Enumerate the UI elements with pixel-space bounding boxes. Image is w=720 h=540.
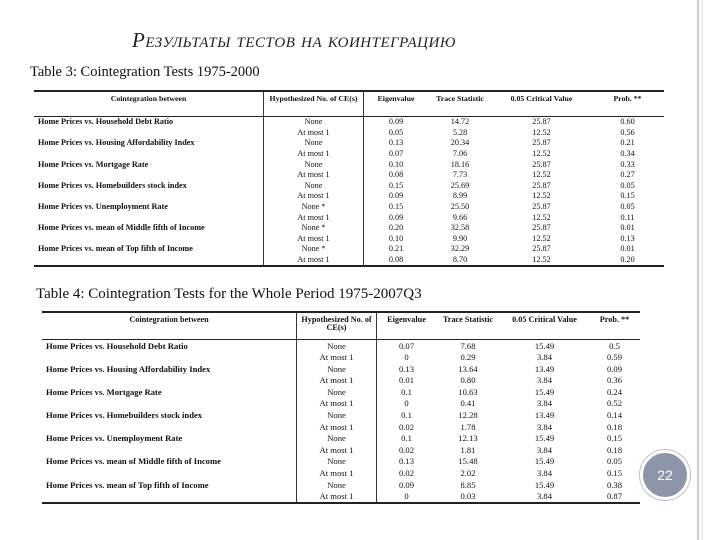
cell-cointegration [34, 234, 264, 245]
cell-hypothesized: None [297, 479, 377, 491]
cell-cointegration [34, 212, 264, 223]
cell-critical-value: 12.52 [532, 254, 551, 264]
cell-cointegration: Home Prices vs. Homebuilders stock index [38, 180, 187, 190]
cell-critical-value: 12.52 [532, 170, 551, 180]
cell-hypothesized: None [297, 386, 377, 398]
cell-prob: 0.14 [606, 410, 623, 421]
cell-eigenvalue: 0.13 [398, 456, 415, 467]
cell-hypothesized: At most 1 [297, 444, 377, 456]
table-row [34, 128, 664, 139]
table-row [42, 444, 640, 456]
cell-trace-statistic: 1.81 [460, 444, 476, 455]
cell-prob: 0.01 [620, 223, 635, 233]
cell-prob: 0.11 [620, 212, 635, 222]
table-header-row [42, 312, 640, 340]
cell-hypothesized: At most 1 [297, 421, 377, 433]
cell-cointegration [42, 468, 297, 480]
cell-hypothesized: At most 1 [264, 191, 364, 202]
cell-hypothesized: At most 1 [264, 212, 364, 223]
cell-prob: 0.27 [620, 170, 635, 180]
cell-critical-value: 13.49 [534, 410, 555, 421]
cell-eigenvalue: 0 [404, 398, 409, 409]
cell-trace-statistic: 8.85 [460, 479, 476, 490]
cell-eigenvalue: 0.09 [388, 212, 404, 222]
cell-eigenvalue: 0 [404, 352, 409, 363]
cell-trace-statistic: 8.99 [452, 191, 468, 201]
cell-prob: 0.15 [606, 468, 623, 479]
cell-trace-statistic: 12.13 [458, 433, 478, 444]
table-row [42, 491, 640, 504]
page-number-badge: 22 [640, 450, 690, 500]
col-header-trace-statistic: Trace Statistic [436, 312, 500, 340]
cell-trace-statistic: 25.69 [450, 180, 470, 190]
cell-hypothesized: None [264, 181, 364, 192]
cell-eigenvalue: 0.10 [388, 159, 404, 169]
cell-cointegration: Home Prices vs. Unemployment Rate [38, 201, 168, 211]
table-row [42, 468, 640, 480]
slide-title: Результаты тестов на коинтеграцию [132, 28, 456, 52]
cell-prob: 0.21 [620, 138, 635, 148]
cell-trace-statistic: 9.66 [452, 212, 468, 222]
cell-cointegration [34, 128, 264, 139]
cell-hypothesized: None [264, 117, 364, 128]
col-header-critical-value: 0.05 Critical Value [500, 312, 589, 340]
cell-critical-value: 15.49 [534, 340, 555, 351]
cell-critical-value: 12.52 [532, 233, 551, 243]
col-header-cointegration: Cointegration between [42, 312, 297, 340]
cell-trace-statistic: 15.48 [458, 456, 478, 467]
cell-prob: 0.60 [620, 117, 635, 127]
cell-trace-statistic: 25.50 [450, 201, 470, 211]
cell-hypothesized: None [297, 433, 377, 445]
col-header-eigenvalue: Eigenvalue [364, 91, 429, 117]
cell-critical-value: 3.84 [536, 352, 553, 363]
cell-critical-value: 3.84 [536, 398, 553, 409]
cell-cointegration [34, 149, 264, 160]
cell-trace-statistic: 18.16 [450, 159, 470, 169]
table-row [34, 202, 664, 213]
col-header-prob: Prob. ** [589, 312, 640, 340]
cell-prob: 0.13 [620, 233, 635, 243]
cell-hypothesized: None [264, 138, 364, 149]
cell-prob: 0.34 [620, 148, 635, 158]
cell-cointegration: Home Prices vs. Mortgage Rate [46, 386, 162, 397]
cell-cointegration [42, 491, 297, 504]
cell-eigenvalue: 0.21 [388, 244, 404, 254]
table-row [34, 181, 664, 192]
cell-cointegration [34, 191, 264, 202]
cell-hypothesized: At most 1 [297, 352, 377, 364]
cell-critical-value: 25.87 [532, 138, 551, 148]
cell-cointegration [42, 444, 297, 456]
table-row [42, 456, 640, 468]
cell-eigenvalue: 0.09 [388, 191, 404, 201]
cell-critical-value: 15.49 [534, 456, 555, 467]
cell-prob: 0.15 [620, 191, 635, 201]
table-row [42, 340, 640, 352]
cell-cointegration: Home Prices vs. mean of Top fifth of Income [38, 244, 193, 254]
cell-hypothesized: At most 1 [297, 375, 377, 387]
cell-trace-statistic: 2.02 [460, 468, 476, 479]
cell-trace-statistic: 0.03 [460, 491, 476, 502]
col-header-cointegration: Cointegration between [34, 91, 264, 117]
cell-cointegration: Home Prices vs. Mortgage Rate [38, 159, 149, 169]
table-row [34, 149, 664, 160]
cell-cointegration: Home Prices vs. Housing Affordability Index [38, 138, 195, 148]
cell-eigenvalue: 0.15 [388, 201, 404, 211]
cell-prob: 0.01 [620, 244, 635, 254]
col-header-prob: Prob. ** [591, 91, 664, 117]
cell-hypothesized: None * [264, 202, 364, 213]
cell-prob: 0.59 [606, 352, 623, 363]
cell-critical-value: 25.87 [532, 159, 551, 169]
cell-critical-value: 3.84 [536, 375, 553, 386]
table-row [42, 352, 640, 364]
cell-critical-value: 3.84 [536, 444, 553, 455]
table-row [34, 212, 664, 223]
cell-hypothesized: None [297, 363, 377, 375]
cell-cointegration [42, 375, 297, 387]
cell-trace-statistic: 0.41 [460, 398, 476, 409]
cell-critical-value: 25.87 [532, 117, 551, 127]
cell-critical-value: 25.87 [532, 244, 551, 254]
cell-trace-statistic: 0.80 [460, 375, 476, 386]
table-row [42, 375, 640, 387]
table-header-row [34, 91, 664, 117]
cell-cointegration: Home Prices vs. Housing Affordability Index [46, 363, 211, 374]
cell-eigenvalue: 0.07 [398, 340, 415, 351]
table-row [34, 191, 664, 202]
table-row [42, 398, 640, 410]
cell-prob: 0.24 [606, 386, 623, 397]
cell-eigenvalue: 0.09 [398, 479, 415, 490]
cell-prob: 0.33 [620, 159, 635, 169]
cell-trace-statistic: 1.78 [460, 421, 476, 432]
cell-trace-statistic: 8.70 [452, 254, 468, 264]
cell-prob: 0.15 [606, 433, 623, 444]
cell-prob: 0.05 [620, 201, 635, 211]
cell-hypothesized: None * [264, 244, 364, 255]
cell-prob: 0.09 [606, 363, 623, 374]
table-row [42, 386, 640, 398]
col-header-hypothesized: Hypothesized No. of CE(s) [264, 91, 364, 117]
cell-hypothesized: None [297, 340, 377, 352]
cell-prob: 0.56 [620, 127, 635, 137]
slide-border-rail [697, 0, 699, 540]
cell-hypothesized: At most 1 [264, 234, 364, 245]
cell-eigenvalue: 0.13 [398, 363, 415, 374]
cell-trace-statistic: 7.06 [452, 148, 468, 158]
cell-prob: 0.5 [609, 340, 620, 351]
cell-critical-value: 12.52 [532, 127, 551, 137]
cell-prob: 0.18 [606, 421, 623, 432]
cointegration-table-whole-period [42, 311, 640, 504]
table-row [42, 363, 640, 375]
col-header-critical-value: 0.05 Critical Value [492, 91, 591, 117]
cell-critical-value: 25.87 [532, 223, 551, 233]
cell-hypothesized: None [297, 410, 377, 422]
cell-prob: 0.05 [620, 180, 635, 190]
table-row [34, 159, 664, 170]
cell-trace-statistic: 5.28 [452, 127, 468, 137]
cell-cointegration [34, 255, 264, 267]
cell-cointegration: Home Prices vs. Unemployment Rate [46, 433, 183, 444]
cell-trace-statistic: 13.64 [458, 363, 478, 374]
cell-eigenvalue: 0.13 [388, 138, 404, 148]
cell-eigenvalue: 0.02 [398, 421, 415, 432]
cell-trace-statistic: 12.28 [458, 410, 478, 421]
cell-hypothesized: At most 1 [297, 468, 377, 480]
cell-trace-statistic: 9.90 [452, 233, 468, 243]
cell-critical-value: 15.49 [534, 386, 555, 397]
cell-critical-value: 13.49 [534, 363, 555, 374]
table-row [42, 410, 640, 422]
cell-hypothesized: At most 1 [264, 149, 364, 160]
cell-critical-value: 12.52 [532, 191, 551, 201]
table-row [42, 433, 640, 445]
cell-hypothesized: At most 1 [297, 491, 377, 504]
cell-hypothesized: None [297, 456, 377, 468]
cell-cointegration: Home Prices vs. mean of Top fifth of Income [46, 479, 209, 490]
cell-prob: 0.52 [606, 398, 623, 409]
cell-trace-statistic: 7.68 [460, 340, 476, 351]
cell-eigenvalue: 0.10 [388, 233, 404, 243]
cell-hypothesized: At most 1 [264, 255, 364, 267]
cell-critical-value: 12.52 [532, 212, 551, 222]
col-header-hypothesized: Hypothesized No. of CE(s) [297, 312, 377, 340]
cell-eigenvalue: 0.20 [388, 223, 404, 233]
cell-prob: 0.38 [606, 479, 623, 490]
cell-critical-value: 25.87 [532, 201, 551, 211]
table-row [34, 255, 664, 267]
cell-prob: 0.18 [606, 444, 623, 455]
cell-cointegration [34, 170, 264, 181]
slide-border-rail-inner [702, 0, 703, 540]
cell-cointegration [42, 352, 297, 364]
cell-critical-value: 25.87 [532, 180, 551, 190]
cell-critical-value: 15.49 [534, 433, 555, 444]
cell-hypothesized: None * [264, 223, 364, 234]
cell-prob: 0.05 [606, 456, 623, 467]
cell-eigenvalue: 0.1 [401, 433, 412, 444]
cell-prob: 0.36 [606, 375, 623, 386]
table-row [34, 234, 664, 245]
col-header-trace-statistic: Trace Statistic [428, 91, 492, 117]
cell-hypothesized: None [264, 159, 364, 170]
table2-caption: Table 4: Cointegration Tests for the Whole Period 1975-2007Q3 [36, 286, 422, 302]
table-row [34, 223, 664, 234]
cell-eigenvalue: 0.05 [388, 127, 404, 137]
cell-trace-statistic: 10.63 [458, 386, 478, 397]
table-row [34, 244, 664, 255]
cell-prob: 0.87 [606, 491, 623, 502]
table-row [34, 138, 664, 149]
cell-cointegration: Home Prices vs. Homebuilders stock index [46, 410, 203, 421]
table-row [34, 117, 664, 128]
cell-hypothesized: At most 1 [264, 170, 364, 181]
cell-eigenvalue: 0 [404, 491, 409, 502]
cell-trace-statistic: 7.73 [452, 170, 468, 180]
cell-hypothesized: At most 1 [264, 128, 364, 139]
cell-cointegration [42, 398, 297, 410]
cell-eigenvalue: 0.02 [398, 468, 415, 479]
cell-trace-statistic: 32.29 [450, 244, 470, 254]
cell-eigenvalue: 0.1 [401, 410, 412, 421]
cell-critical-value: 3.84 [536, 421, 553, 432]
cell-cointegration: Home Prices vs. mean of Middle fifth of Income [46, 456, 221, 467]
cell-eigenvalue: 0.09 [388, 117, 404, 127]
cell-critical-value: 15.49 [534, 479, 555, 490]
cell-trace-statistic: 20.34 [450, 138, 470, 148]
cell-trace-statistic: 0.29 [460, 352, 476, 363]
cell-eigenvalue: 0.07 [388, 148, 404, 158]
cointegration-table-1975-2000 [34, 90, 664, 267]
cell-eigenvalue: 0.02 [398, 444, 415, 455]
cell-hypothesized: At most 1 [297, 398, 377, 410]
cell-cointegration: Home Prices vs. mean of Middle fifth of Income [38, 223, 205, 233]
cell-eigenvalue: 0.15 [388, 180, 404, 190]
cell-eigenvalue: 0.01 [398, 375, 415, 386]
cell-prob: 0.20 [620, 254, 635, 264]
cell-eigenvalue: 0.1 [401, 386, 412, 397]
cell-critical-value: 3.84 [536, 491, 553, 502]
cell-trace-statistic: 32.58 [450, 223, 470, 233]
table-row [34, 170, 664, 181]
cell-critical-value: 12.52 [532, 148, 551, 158]
table-row [42, 479, 640, 491]
cell-cointegration: Home Prices vs. Household Debt Ratio [46, 340, 188, 351]
cell-critical-value: 3.84 [536, 468, 553, 479]
table-row [42, 421, 640, 433]
cell-cointegration: Home Prices vs. Household Debt Ratio [38, 117, 174, 127]
cell-trace-statistic: 14.72 [450, 117, 470, 127]
table1-caption: Table 3: Cointegration Tests 1975-2000 [30, 64, 260, 80]
col-header-eigenvalue: Eigenvalue [377, 312, 437, 340]
cell-eigenvalue: 0.08 [388, 254, 404, 264]
cell-eigenvalue: 0.08 [388, 170, 404, 180]
cell-cointegration [42, 421, 297, 433]
